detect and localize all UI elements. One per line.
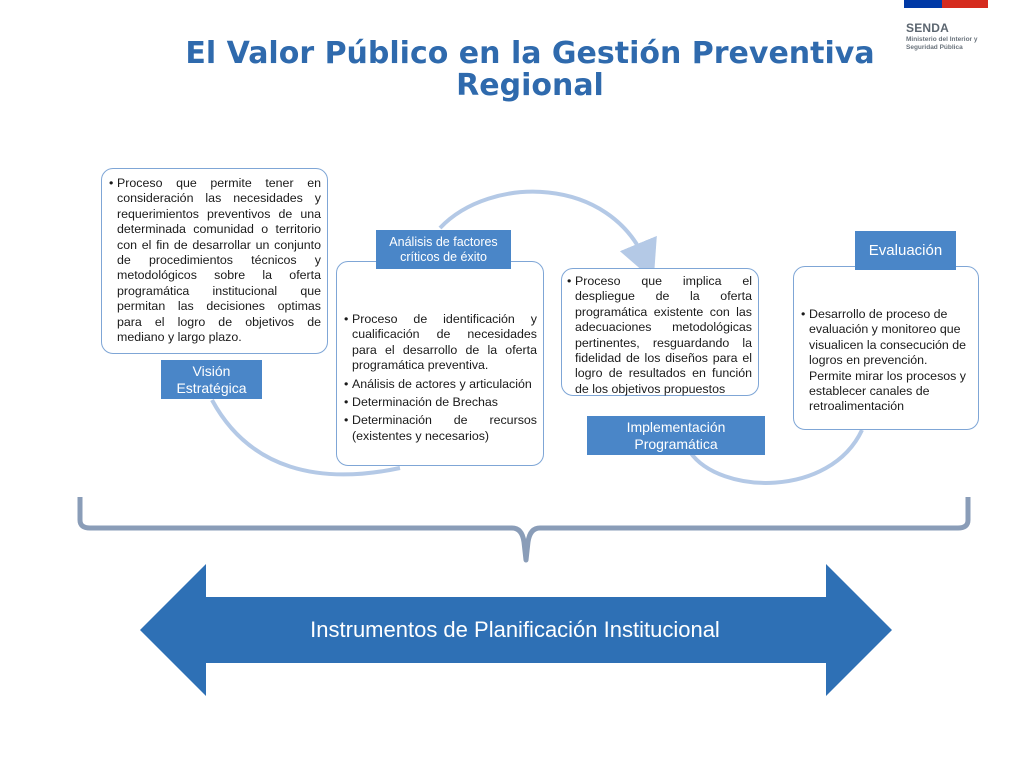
stage-bullet: • Desarrollo de proceso de evaluación y monitoreo que visualicen la consecución de logros en prevención. Permite mirar los procesos y establecer canales de retroalimentación	[801, 307, 970, 415]
stage-box-vision	[101, 168, 328, 354]
stage-bullet: • Proceso que implica el despliegue de la oferta programática existente con las adecuaciones metodológicas pertinentes, resguardando la fidelidad de los diseños para el logro de resultados en función de los objetivos propuestos	[567, 274, 752, 397]
arrow-label: Instrumentos de Planificación Institucional	[310, 617, 720, 642]
stage-label-line: Evaluación	[868, 242, 943, 259]
stage-label-analysis	[376, 230, 511, 269]
flag-bar-blue	[904, 0, 942, 8]
stage-bullet: • Determinación de Brechas	[344, 395, 537, 410]
page-title-line-2: Regional	[456, 68, 604, 103]
stage-box-evaluation	[793, 266, 979, 430]
stage-bullet: • Proceso de identificación y cualificación de necesidades para el desarrollo de la oferta programática preventiva.	[344, 312, 537, 374]
flag-bar-red	[942, 0, 988, 8]
stage-bullet: • Determinación de recursos (existentes y necesarios)	[344, 413, 537, 444]
stage-label-line: Análisis de factores	[389, 234, 498, 249]
stage-bullet: • Proceso que permite tener en consideración las necesidades y requerimientos preventivos de una determinada comunidad o territorio con el fin de desarrollar un conjunto de procedimientos técnicos y metodológicos sobre la oferta programática institucional que permitan las decisiones optimas para el logro de objetivos de mediano y largo plazo.	[109, 176, 321, 345]
stage-label-line: críticos de éxito	[400, 249, 487, 264]
stage-label-line: Programática	[634, 435, 718, 452]
logo-subtitle: Ministerio del Interior y Seguridad Pública	[906, 36, 978, 51]
stage-label-implementation	[587, 416, 765, 455]
stage-label-line: Estratégica	[176, 379, 247, 396]
stage-label-line: Implementación	[626, 418, 726, 435]
page-title	[150, 38, 910, 102]
bracket	[80, 497, 968, 560]
stage-bullet: • Análisis de actores y articulación	[344, 377, 537, 392]
logo-title: SENDA	[906, 21, 950, 35]
page-title-line-1: El Valor Público en la Gestión Preventiva	[185, 36, 875, 71]
stage-label-line: Visión	[192, 362, 231, 379]
stage-label-vision	[161, 360, 262, 399]
stage-box-analysis	[336, 261, 544, 466]
stage-box-implementation	[561, 268, 759, 396]
stage-label-evaluation	[855, 231, 956, 270]
